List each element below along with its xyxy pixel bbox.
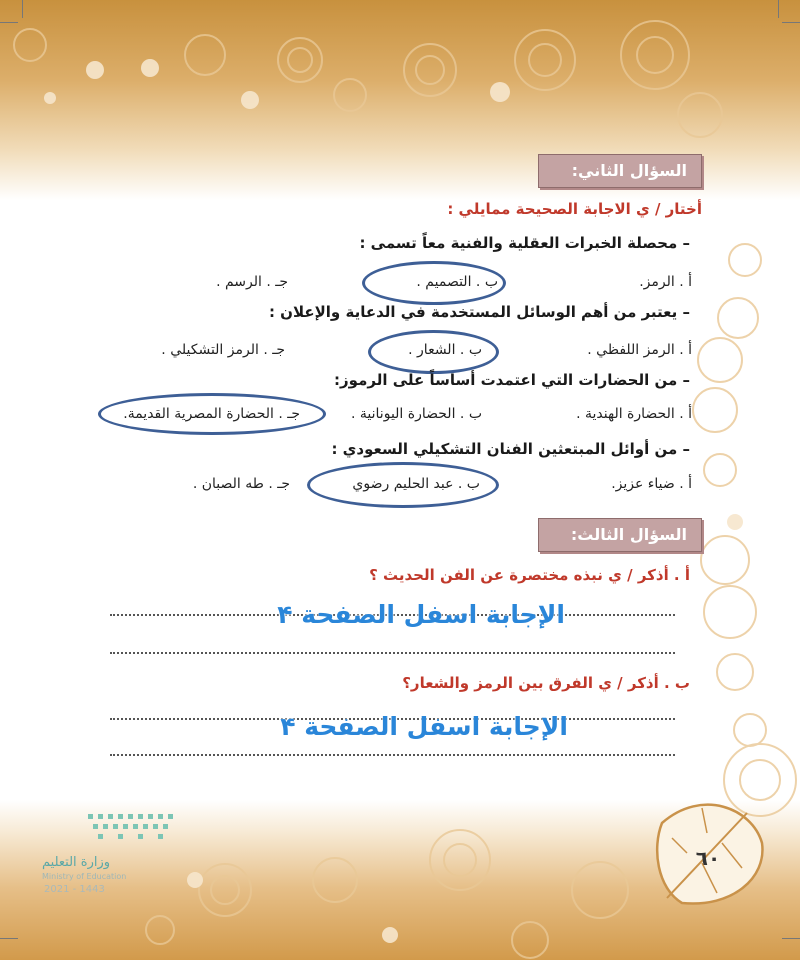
question-2-3-prompt: – من الحضارات التي اعتمدت أساساً على الرموز:	[334, 371, 690, 389]
question-2-1-prompt: – محصلة الخبرات العقلية والفنية معاً تسمى :	[359, 234, 690, 252]
crop-mark	[0, 22, 18, 23]
question2-instruction: أختار / ي الاجابة الصحيحة ممايلي :	[447, 200, 702, 218]
crop-mark	[782, 938, 800, 939]
answer-circle	[98, 393, 326, 435]
answer-3b-text: الإجابة اسفل الصفحة ۴	[280, 712, 568, 741]
answer-circle	[362, 261, 506, 305]
option-b: ب . الحضارة اليونانية .	[351, 406, 482, 422]
crop-mark	[0, 938, 18, 939]
ministry-name-english: Ministry of Education	[42, 872, 127, 881]
question3-heading: السؤال الثالث:	[538, 518, 702, 552]
option-b: ب . التصميم .	[416, 274, 498, 290]
option-a: أ . الرمز.	[639, 274, 692, 290]
edition-year: 2021 - 1443	[44, 884, 105, 895]
option-b: ب . الشعار .	[408, 342, 482, 358]
answer-3a-text: الإجابة اسفل الصفحة ۴	[277, 600, 565, 629]
ministry-logo-icon	[88, 814, 173, 839]
answer-line	[110, 652, 675, 654]
option-b: ب . عبد الحليم رضوي	[352, 476, 480, 492]
question-2-4-prompt: – من أوائل المبتعثين الفنان التشكيلي السعودي :	[331, 440, 690, 458]
option-c: جـ . الحضارة المصرية القديمة.	[123, 406, 300, 422]
page-number: ٦٠	[695, 846, 721, 870]
crop-mark	[782, 22, 800, 23]
answer-circle	[307, 462, 499, 508]
answer-circle	[368, 330, 499, 374]
question-2-2-prompt: – يعتبر من أهم الوسائل المستخدمة في الدعاية والإعلان :	[268, 303, 690, 321]
answer-line	[110, 754, 675, 756]
question-3b-prompt: ب . أذكر / ي الفرق بين الرمز والشعار؟	[402, 674, 690, 692]
option-a: أ . ضياء عزيز.	[611, 476, 692, 492]
crop-mark	[778, 0, 779, 18]
option-c: جـ . الرسم .	[216, 274, 288, 290]
crop-mark	[22, 0, 23, 18]
ministry-name: وزارة التعليم	[42, 855, 111, 870]
option-a: أ . الحضارة الهندية .	[576, 406, 692, 422]
question-3a-prompt: أ . أذكر / ي نبذه مختصرة عن الفن الحديث ؟	[369, 566, 690, 584]
option-c: جـ . طه الصبان .	[192, 476, 290, 492]
option-c: جـ . الرمز التشكيلي .	[161, 342, 285, 358]
question2-heading: السؤال الثاني:	[538, 154, 702, 188]
option-a: أ . الرمز اللفظي .	[587, 342, 692, 358]
